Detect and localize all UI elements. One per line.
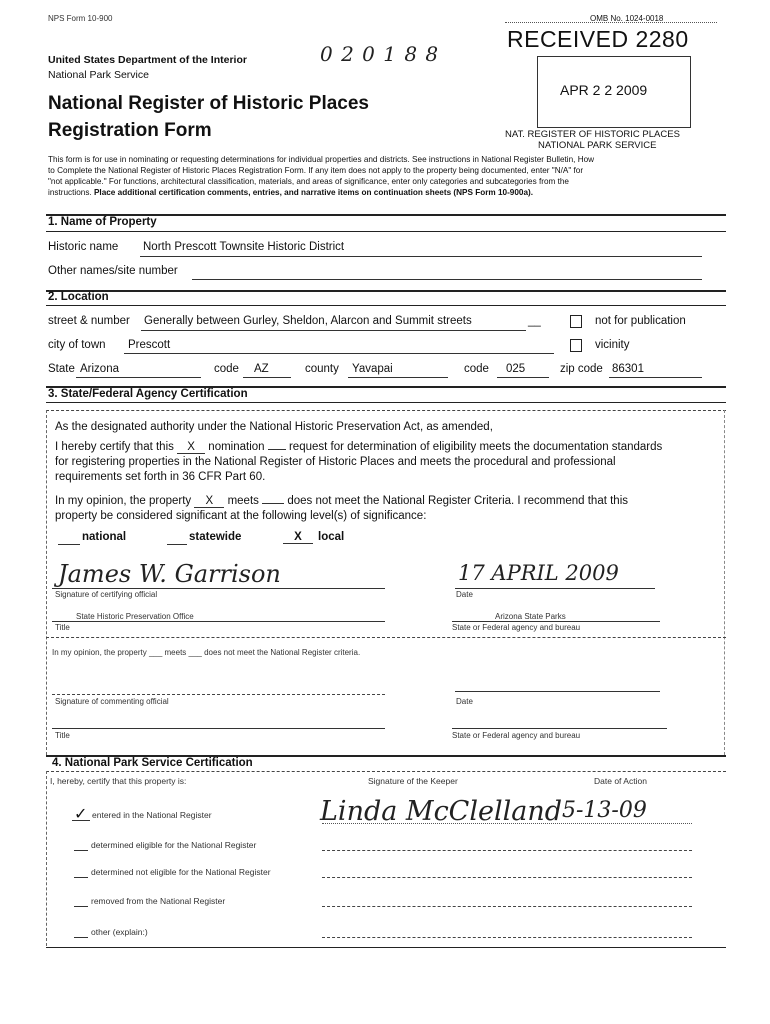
keeper-line-5: [322, 937, 692, 938]
stamp-line1: NAT. REGISTER OF HISTORIC PLACES: [505, 129, 680, 140]
zip-line: [609, 377, 702, 378]
date-of-action-label: Date of Action: [594, 776, 647, 786]
other-names-label: Other names/site number: [48, 265, 178, 277]
form-title: National Register of Historic Places: [48, 93, 369, 114]
opinion-2-line: In my opinion, the property ___ meets ___ does not meet the National Register criteria.: [52, 648, 361, 657]
stamp-title: RECEIVED 2280: [507, 26, 689, 52]
state-code-line: [243, 377, 291, 378]
not-eligible-blank[interactable]: [74, 877, 88, 878]
opinion-line-1-start: In my opinion, the property: [55, 495, 192, 507]
opinion-line-2: property be considered significant at the following level(s) of significance:: [55, 510, 427, 522]
keeper-signature-label: Signature of the Keeper: [368, 776, 458, 786]
national-label: national: [82, 531, 127, 543]
county-code-line: [497, 377, 549, 378]
state-code-label: code: [214, 363, 239, 375]
other-names-line[interactable]: [192, 279, 702, 280]
statewide-label: statewide: [189, 531, 242, 543]
county-code-value[interactable]: 025: [506, 363, 526, 375]
commenting-date-line[interactable]: [455, 691, 660, 692]
city-line: [124, 353, 554, 354]
section-2-heading: 2. Location: [48, 291, 109, 303]
commenting-signature-label: Signature of commenting official: [55, 697, 169, 706]
street-value[interactable]: Generally between Gurley, Sheldon, Alarcon and Summit streets: [144, 315, 472, 327]
section-2-bottom-rule: [46, 305, 726, 306]
section-1-heading: 1. Name of Property: [48, 216, 157, 228]
opinion-line-1-meets: meets: [227, 495, 259, 507]
section-2-top-rule: [46, 290, 726, 292]
omb-rule: [505, 22, 717, 23]
service-name: National Park Service: [48, 69, 149, 81]
date-line: [455, 588, 655, 589]
form-subtitle: Registration Form: [48, 120, 212, 141]
agency-value[interactable]: Arizona State Parks: [495, 612, 566, 621]
county-value[interactable]: Yavapai: [352, 363, 393, 375]
section-3-dashed-rule: [46, 410, 726, 411]
section-3-heading: 3. State/Federal Agency Certification: [48, 388, 248, 400]
signature-label: Signature of certifying official: [55, 590, 158, 599]
removed-blank[interactable]: [74, 906, 88, 907]
local-mark[interactable]: X: [283, 531, 313, 544]
intro-line-3: "not applicable." For functions, architectural classification, materials, and areas of significance, enter only categories and subcategories from the: [48, 177, 569, 186]
date-of-action[interactable]: 5-13-09: [562, 798, 647, 823]
commenting-date-label: Date: [456, 697, 473, 706]
not-for-publication-checkbox[interactable]: [570, 315, 582, 328]
section-4-heading: 4. National Park Service Certification: [52, 757, 253, 769]
section-3-left-border: [46, 410, 47, 755]
historic-name-line: [140, 256, 702, 257]
other-blank[interactable]: [74, 937, 88, 938]
section-3-bottom-rule: [46, 402, 726, 403]
cert-line-2-nomination: nomination: [208, 441, 265, 453]
not-for-publication-label: not for publication: [595, 315, 686, 327]
eligible-blank[interactable]: [74, 850, 88, 851]
received-stamp: [503, 25, 718, 151]
opinion-line-1: [55, 495, 628, 508]
request-mark[interactable]: [268, 449, 286, 450]
section-1-bottom-rule: [46, 231, 726, 232]
keeper-line-3: [322, 877, 692, 878]
vicinity-checkbox[interactable]: [570, 339, 582, 352]
commenting-agency-line[interactable]: [452, 728, 667, 729]
option-not-eligible: determined not eligible for the National Register: [91, 867, 271, 877]
keeper-line-4: [322, 906, 692, 907]
city-value[interactable]: Prescott: [128, 339, 171, 351]
commenting-agency-label: State or Federal agency and bureau: [452, 731, 581, 740]
national-blank[interactable]: [58, 544, 80, 545]
option-other: other (explain:): [91, 927, 148, 937]
signature-line: [52, 588, 385, 589]
option-entered: entered in the National Register: [92, 810, 212, 820]
option-eligible: determined eligible for the National Register: [91, 840, 257, 850]
state-label: State: [48, 363, 75, 375]
handwritten-number: 0 2 0 1 8 8: [320, 42, 440, 66]
street-label: street & number: [48, 315, 130, 327]
zip-value[interactable]: 86301: [612, 363, 644, 375]
intro-line-4-bold: Place additional certification comments, entries, and narrative items on continuation sheets (NPS Form 10-900a).: [93, 188, 534, 197]
city-label: city of town: [48, 339, 106, 351]
title-value[interactable]: State Historic Preservation Office: [76, 612, 194, 621]
entered-checkmark[interactable]: ✓: [74, 806, 88, 823]
stamp-line2: NATIONAL PARK SERVICE: [538, 140, 657, 151]
section-4-bottom-rule: [46, 947, 726, 948]
historic-name-label: Historic name: [48, 241, 119, 253]
agency-line: [452, 621, 660, 622]
historic-name-value[interactable]: North Prescott Townsite Historic District: [143, 241, 345, 253]
nps-certify-line: I, hereby, certify that this property is:: [50, 776, 187, 786]
state-value[interactable]: Arizona: [80, 363, 119, 375]
section-3-right-border: [724, 410, 725, 755]
divider-dashed: [46, 637, 726, 638]
county-code-label: code: [464, 363, 489, 375]
option-removed: removed from the National Register: [91, 896, 226, 906]
certifying-signature[interactable]: James W. Garrison: [58, 560, 281, 588]
date-label: Date: [456, 590, 473, 599]
section-4-left-border: [46, 771, 47, 946]
nfp-blank: __: [528, 315, 541, 327]
opinion-line-1-end: does not meet the National Register Criteria. I recommend that this: [287, 495, 628, 507]
intro-line-4-start: instructions.: [48, 188, 92, 197]
street-line: [141, 330, 526, 331]
cert-line-2-start: I hereby certify that this: [55, 441, 174, 453]
omb-number: OMB No. 1024-0018: [590, 14, 664, 23]
section-4-dashed-rule: [46, 771, 726, 772]
meets-mark[interactable]: X: [194, 495, 224, 508]
county-label: county: [305, 363, 339, 375]
commenting-signature-line[interactable]: [52, 694, 385, 695]
cert-line-3: for registering properties in the National Register of Historic Places and meets the procedural and professional: [55, 456, 616, 468]
state-line: [76, 377, 201, 378]
nomination-mark[interactable]: X: [177, 441, 205, 454]
stamp-date: APR 2 2 2009: [560, 82, 648, 98]
title-label: Title: [55, 623, 70, 632]
title-line: [52, 621, 385, 622]
agency-label: State or Federal agency and bureau: [452, 623, 581, 632]
does-not-meet-mark[interactable]: [262, 503, 284, 504]
intro-line-4: [48, 188, 533, 197]
cert-line-1: As the designated authority under the National Historic Preservation Act, as amended,: [55, 421, 493, 433]
statewide-blank[interactable]: [167, 544, 187, 545]
keeper-line-2: [322, 850, 692, 851]
commenting-title-label: Title: [55, 731, 70, 740]
cert-line-2-end: request for determination of eligibility meets the documentation standards: [288, 441, 663, 453]
keeper-signature[interactable]: Linda McClelland: [320, 796, 562, 827]
entered-blank: [72, 820, 90, 821]
commenting-title-line[interactable]: [52, 728, 385, 729]
zip-label: zip code: [560, 363, 603, 375]
keeper-line-1: [322, 823, 692, 824]
state-code-value[interactable]: AZ: [254, 363, 269, 375]
local-label: local: [318, 531, 345, 543]
certifying-date[interactable]: 17 APRIL 2009: [458, 561, 619, 585]
vicinity-label: vicinity: [595, 339, 630, 351]
cert-line-2: [55, 441, 662, 454]
county-line: [348, 377, 448, 378]
form-number: NPS Form 10-900: [48, 14, 113, 23]
cert-line-4: requirements set forth in 36 CFR Part 60.: [55, 471, 266, 483]
dept-name: United States Department of the Interior: [48, 54, 247, 66]
intro-line-1: This form is for use in nominating or requesting determinations for individual properties and districts. See instructions in National Register Bulletin, How: [48, 155, 595, 164]
intro-line-2: to Complete the National Register of Historic Places Registration Form. If any item does not apply to the property being documented, enter "N/A" for: [48, 166, 584, 175]
